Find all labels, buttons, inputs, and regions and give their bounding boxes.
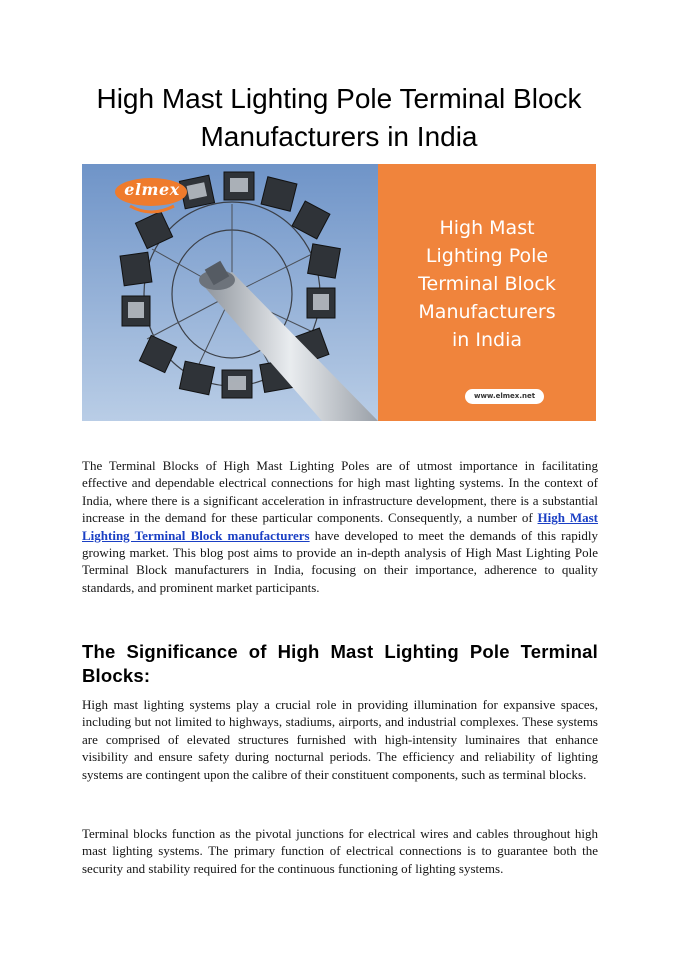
banner-heading-line: Manufacturers	[418, 301, 556, 323]
intro-paragraph	[82, 457, 598, 596]
section-heading: The Significance of High Mast Lighting Pole Terminal Blocks:	[82, 641, 598, 686]
banner-heading-line: High Mast	[439, 217, 535, 239]
intro-text-after-link: have developed to meet the demands of this rapidly growing market. This blog post aims to provide an in-depth analysis of High Mast Lighting Pole Terminal Block manufacturers in India, focusing on their importance, adherence to quality standards, and prominent market participants.	[82, 527, 598, 595]
banner-heading-line: in India	[452, 329, 522, 351]
intro-text-before-link: The Terminal Blocks of High Mast Lighting Poles are of utmost importance in facilitating effective and dependable electrical connections for high mast lighting systems. In the context of India, where there is a significant acceleration in infrastructure development, there is a substantial increase in the demand for these particular components. Consequently, a number of	[82, 458, 598, 526]
hero-banner	[82, 164, 596, 421]
high-mast-photo	[82, 164, 378, 421]
banner-heading-line: Terminal Block	[418, 273, 556, 295]
logo-text: elmex	[124, 180, 180, 199]
website-url-badge: www.elmex.net	[465, 389, 544, 404]
section-paragraph: Terminal blocks function as the pivotal junctions for electrical wires and cables throughout high mast lighting systems. The primary function of electrical connections is to guarantee both the security and stability required for the continuous functioning of lighting systems.	[82, 826, 598, 876]
elmex-logo	[112, 172, 190, 224]
banner-heading-line: Lighting Pole	[425, 245, 549, 267]
page-title: High Mast Lighting Pole Terminal Block Manufacturers in India	[96, 83, 582, 152]
banner-heading	[378, 214, 596, 354]
banner-orange-panel	[378, 164, 596, 421]
section-paragraph: High mast lighting systems play a crucial role in providing illumination for expansive spaces, including but not limited to highways, stadiums, airports, and industrial complexes. These systems are comprised of elevated structures furnished with high-intensity luminaires that enhance visibility and ensure safety during nocturnal periods. The efficiency and reliability of lighting systems are contingent upon the calibre of their constituent components, such as terminal blocks.	[82, 697, 598, 782]
manufacturers-link[interactable]: High Mast Lighting Terminal Block manufacturers	[82, 510, 598, 543]
